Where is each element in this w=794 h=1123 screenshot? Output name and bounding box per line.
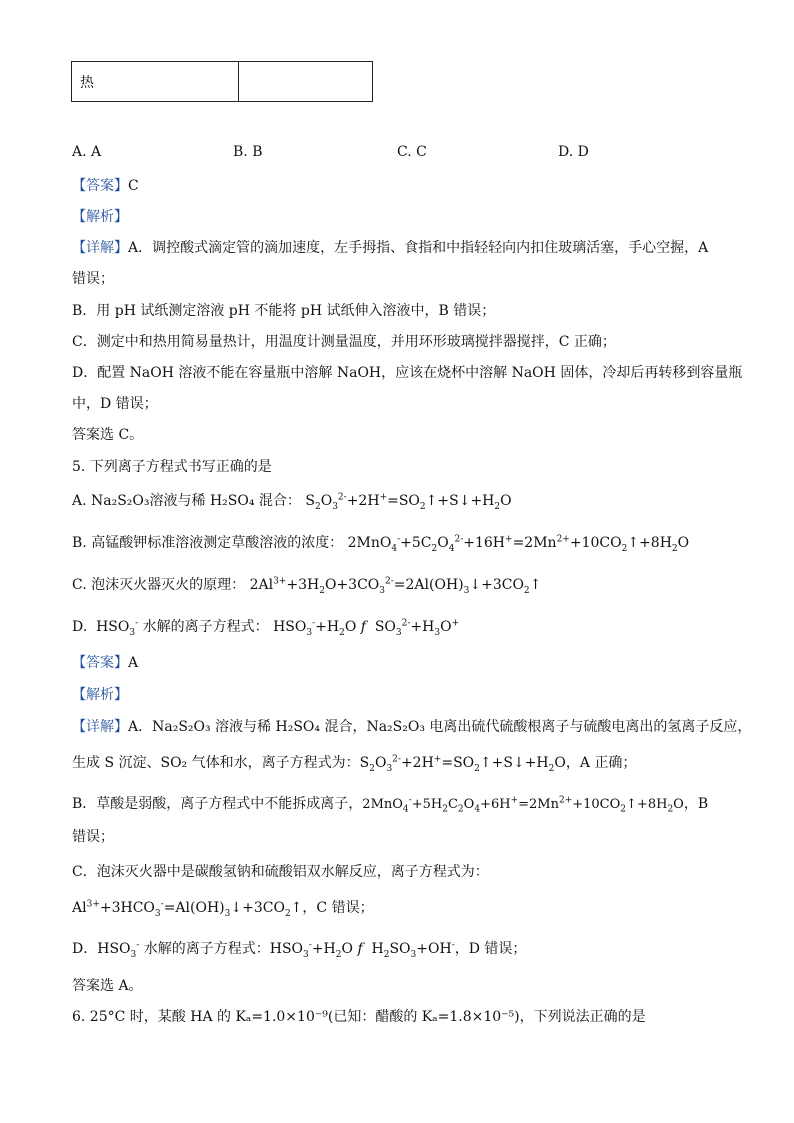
answer-tag: 【答案】 (72, 178, 128, 194)
explanation-line: 【详解】A．调控酸式滴定管的滴加速度，左手拇指、食指和中指轻轻向内扣住玻璃活塞，手心空握，A (72, 240, 709, 256)
explanation-line: C．泡沫灭火器中是碳酸氢钠和硫酸铝双水解反应，离子方程式为： (72, 864, 489, 880)
analysis-tag: 【解析】 (72, 209, 128, 225)
option-a: A. A (72, 144, 102, 160)
conclusion: 答案选 A。 (72, 978, 143, 994)
answer-tag: 【答案】 (72, 655, 128, 671)
answer-value: A (128, 655, 139, 671)
explanation-line: 错误； (72, 829, 114, 845)
explanation-line: C．测定中和热用简易量热计，用温度计测量温度，并用环形玻璃搅拌器搅拌，C 正确； (72, 334, 616, 350)
equation: $2MnO_4^-+5C_2O_4^{2-}+16H^+=2Mn^{2+}+10CO_2↑+8H_2O$ (347, 534, 690, 554)
option-c: C. 泡沫灭火器灭火的原理： $2Al^{3+}+3H_2O+3CO_3^{2-}=2Al(OH)_3↓+3CO_2↑$ (72, 576, 542, 596)
equation: $HSO_3^-+H_2O$ f $SO_3^{2-}+H_3O^+$ (273, 618, 460, 638)
answer-line (72, 175, 139, 195)
equation: $2MnO_4^-+5H_2C_2O_4+6H^+=2Mn^{2+}+10CO_2↑+8H_2O$ (362, 795, 684, 815)
explanation-line: D．$HSO_3^-$ 水解的离子方程式：$HSO_3^-+H_2O$ f $H_2SO_3+OH^-$，D 错误； (72, 940, 527, 960)
option-d: D. $HSO_3^-$ 水解的离子方程式： $HSO_3^-+H_2O$ f $SO_3^{2-}+H_3O^+$ (72, 618, 460, 638)
equation: $2Al^{3+}+3H_2O+3CO_3^{2-}=2Al(OH)_3↓+3CO_2↑$ (249, 576, 542, 596)
explanation-line: D．配置 NaOH 溶液不能在容量瓶中溶解 NaOH，应该在烧杯中溶解 NaOH 固体，冷却后再转移到容量瓶 (72, 365, 743, 381)
detail-tag: 【详解】 (72, 719, 128, 735)
option-b: B. 高锰酸钾标准溶液测定草酸溶液的浓度： $2MnO_4^-+5C_2O_4^{2-}+16H^+=2Mn^{2+}+10CO_2↑+8H_2O$ (72, 534, 690, 554)
answer-value: C (128, 178, 139, 194)
table-cell: 热 (72, 62, 239, 101)
analysis-tag: 【解析】 (72, 687, 128, 703)
explanation-line: 生成 S 沉淀、SO₂ 气体和水，离子方程式为：$S_2O_3^{2-}+2H^+=SO_2↑+S↓+H_2O$，A 正确； (72, 754, 637, 774)
explanation-line: 答案选 C。 (72, 427, 144, 443)
explanation-line: $Al^{3+}+3HCO_3^-=Al(OH)_3↓+3CO_2↑$，C 错误； (72, 899, 374, 919)
option-a: A. Na₂S₂O₃溶液与稀 H₂SO₄ 混合： $S_2O_3^{2-}+2H^+=SO_2↑+S↓+H_2O$ (72, 492, 512, 512)
detail-tag: 【详解】 (72, 240, 128, 256)
explanation-line: 中，D 错误； (72, 396, 158, 412)
question-stem: 5. 下列离子方程式书写正确的是 (72, 459, 272, 475)
explanation-line: 错误； (72, 271, 114, 287)
answer-line (72, 652, 138, 672)
explanation-line: B．草酸是弱酸，离子方程式中不能拆成离子，$2MnO_4^-+5H_2C_2O_4+6H^+=2Mn^{2+}+10CO_2↑+8H_2O$，B (72, 795, 709, 815)
equation: $S_2O_3^{2-}+2H^+=SO_2↑+S↓+H_2O$ (359, 754, 566, 774)
explanation-line: 【详解】A．Na₂S₂O₃ 溶液与稀 H₂SO₄ 混合，Na₂S₂O₃ 电离出硫代硫酸根离子与硫酸电离出的氢离子反应， (72, 719, 752, 735)
option-c: C. C (397, 144, 427, 160)
question-stem: 6. 25°C 时，某酸 HA 的 Kₐ=1.0×10⁻⁹(已知：醋酸的 Kₐ=1.8×10⁻⁵)，下列说法正确的是 (72, 1009, 646, 1025)
table-fragment (71, 61, 373, 102)
explanation-line: B．用 pH 试纸测定溶液 pH 不能将 pH 试纸伸入溶液中，B 错误； (72, 303, 496, 319)
option-d: D. D (558, 144, 589, 160)
equation: $Al^{3+}+3HCO_3^-=Al(OH)_3↓+3CO_2↑$ (72, 899, 303, 919)
equation: $S_2O_3^{2-}+2H^+=SO_2↑+S↓+H_2O$ (305, 492, 512, 512)
table-cell-empty (239, 62, 372, 101)
equation: $HSO_3^-+H_2O$ f $H_2SO_3+OH^-$ (269, 940, 455, 960)
option-b: B. B (233, 144, 263, 160)
